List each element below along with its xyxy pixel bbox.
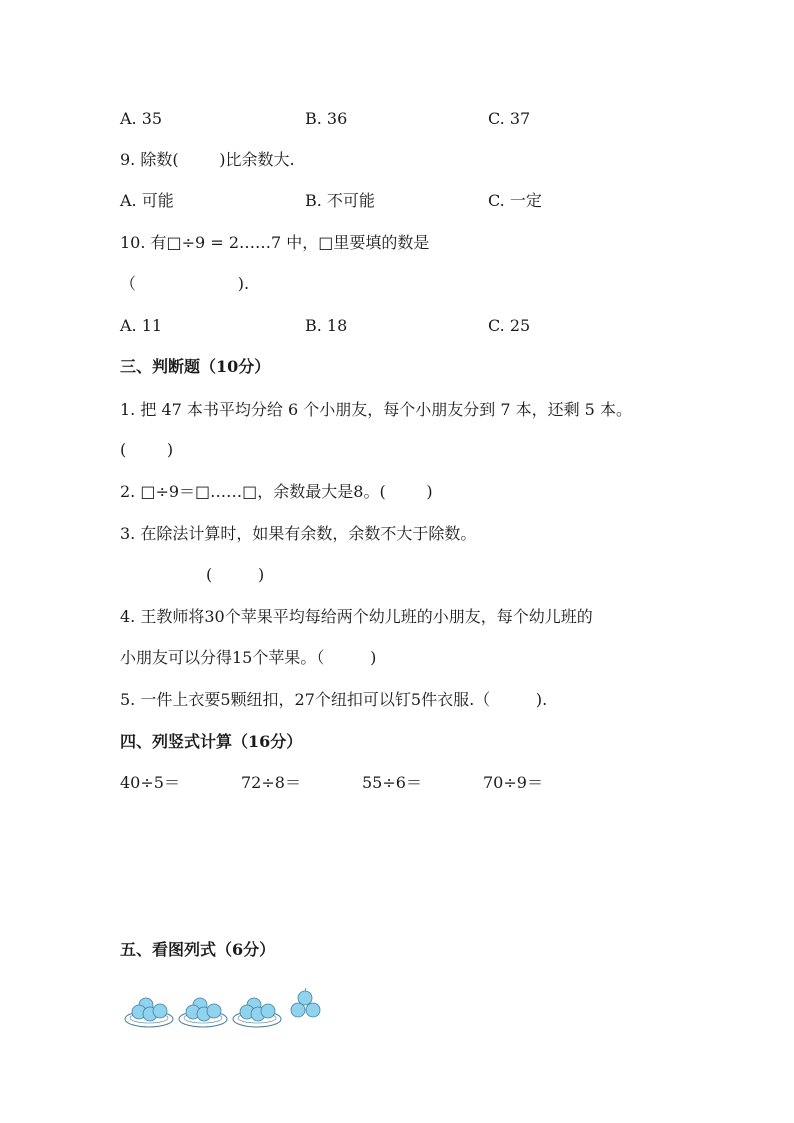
q9-question: 9. 除数( )比余数大. [120,150,295,169]
judge-item-3: 3. 在除法计算时，如果有余数，余数不大于除数。 [120,524,477,543]
q9-option-c: C. 一定 [488,191,542,210]
q8-option-c: C. 37 [488,109,531,128]
q10-option-c: C. 25 [488,316,531,335]
apple-icon [207,1004,221,1018]
apple-icon [261,1004,275,1018]
q10-question: 10. 有□÷9 = 2……7 中，□里要填的数是 [120,233,430,252]
calc-problem-1: 40÷5＝ [120,773,180,792]
apples-on-plates-picture [122,985,342,1030]
judge-item-4: 4. 王教师将30个苹果平均每给两个幼儿班的小朋友，每个幼儿班的 [120,607,593,626]
judge-item-3-blank: ( ) [206,565,265,584]
apple-icon [153,1004,167,1018]
apple-icon [291,1003,305,1017]
calc-problem-4: 70÷9＝ [483,773,543,792]
q10-option-b: B. 18 [305,316,348,335]
loose-apples [291,988,320,1017]
apple-icon [306,1003,320,1017]
judge-item-4-cont: 小朋友可以分得15个苹果。（ ) [120,648,377,667]
calc-problem-2: 72÷8＝ [241,773,301,792]
judge-item-1-blank: ( ) [120,440,174,459]
q8-option-b: B. 36 [305,109,348,128]
q8-option-a: A. 35 [120,109,163,128]
plate-group-2 [179,998,227,1027]
plate-group-1 [125,998,173,1027]
judge-item-1: 1. 把 47 本书平均分给 6 个小朋友，每个小朋友分到 7 本，还剩 5 本。 [120,400,632,419]
section5-heading: 五、看图列式（6分） [120,940,276,959]
q10-blank: （ ). [120,274,250,293]
judge-item-2: 2. □÷9＝□……□，余数最大是8。( ) [120,482,433,501]
plate-group-3 [233,998,281,1027]
section4-heading: 四、列竖式计算（16分） [120,732,303,751]
q10-option-a: A. 11 [120,316,163,335]
calc-problem-3: 55÷6＝ [362,773,422,792]
q9-option-b: B. 不可能 [305,191,375,210]
section3-heading: 三、判断题（10分） [120,357,271,376]
q9-option-a: A. 可能 [120,191,174,210]
judge-item-5: 5. 一件上衣要5颗纽扣，27个纽扣可以钉5件衣服.（ ). [120,690,548,709]
apple-icon [298,991,312,1005]
